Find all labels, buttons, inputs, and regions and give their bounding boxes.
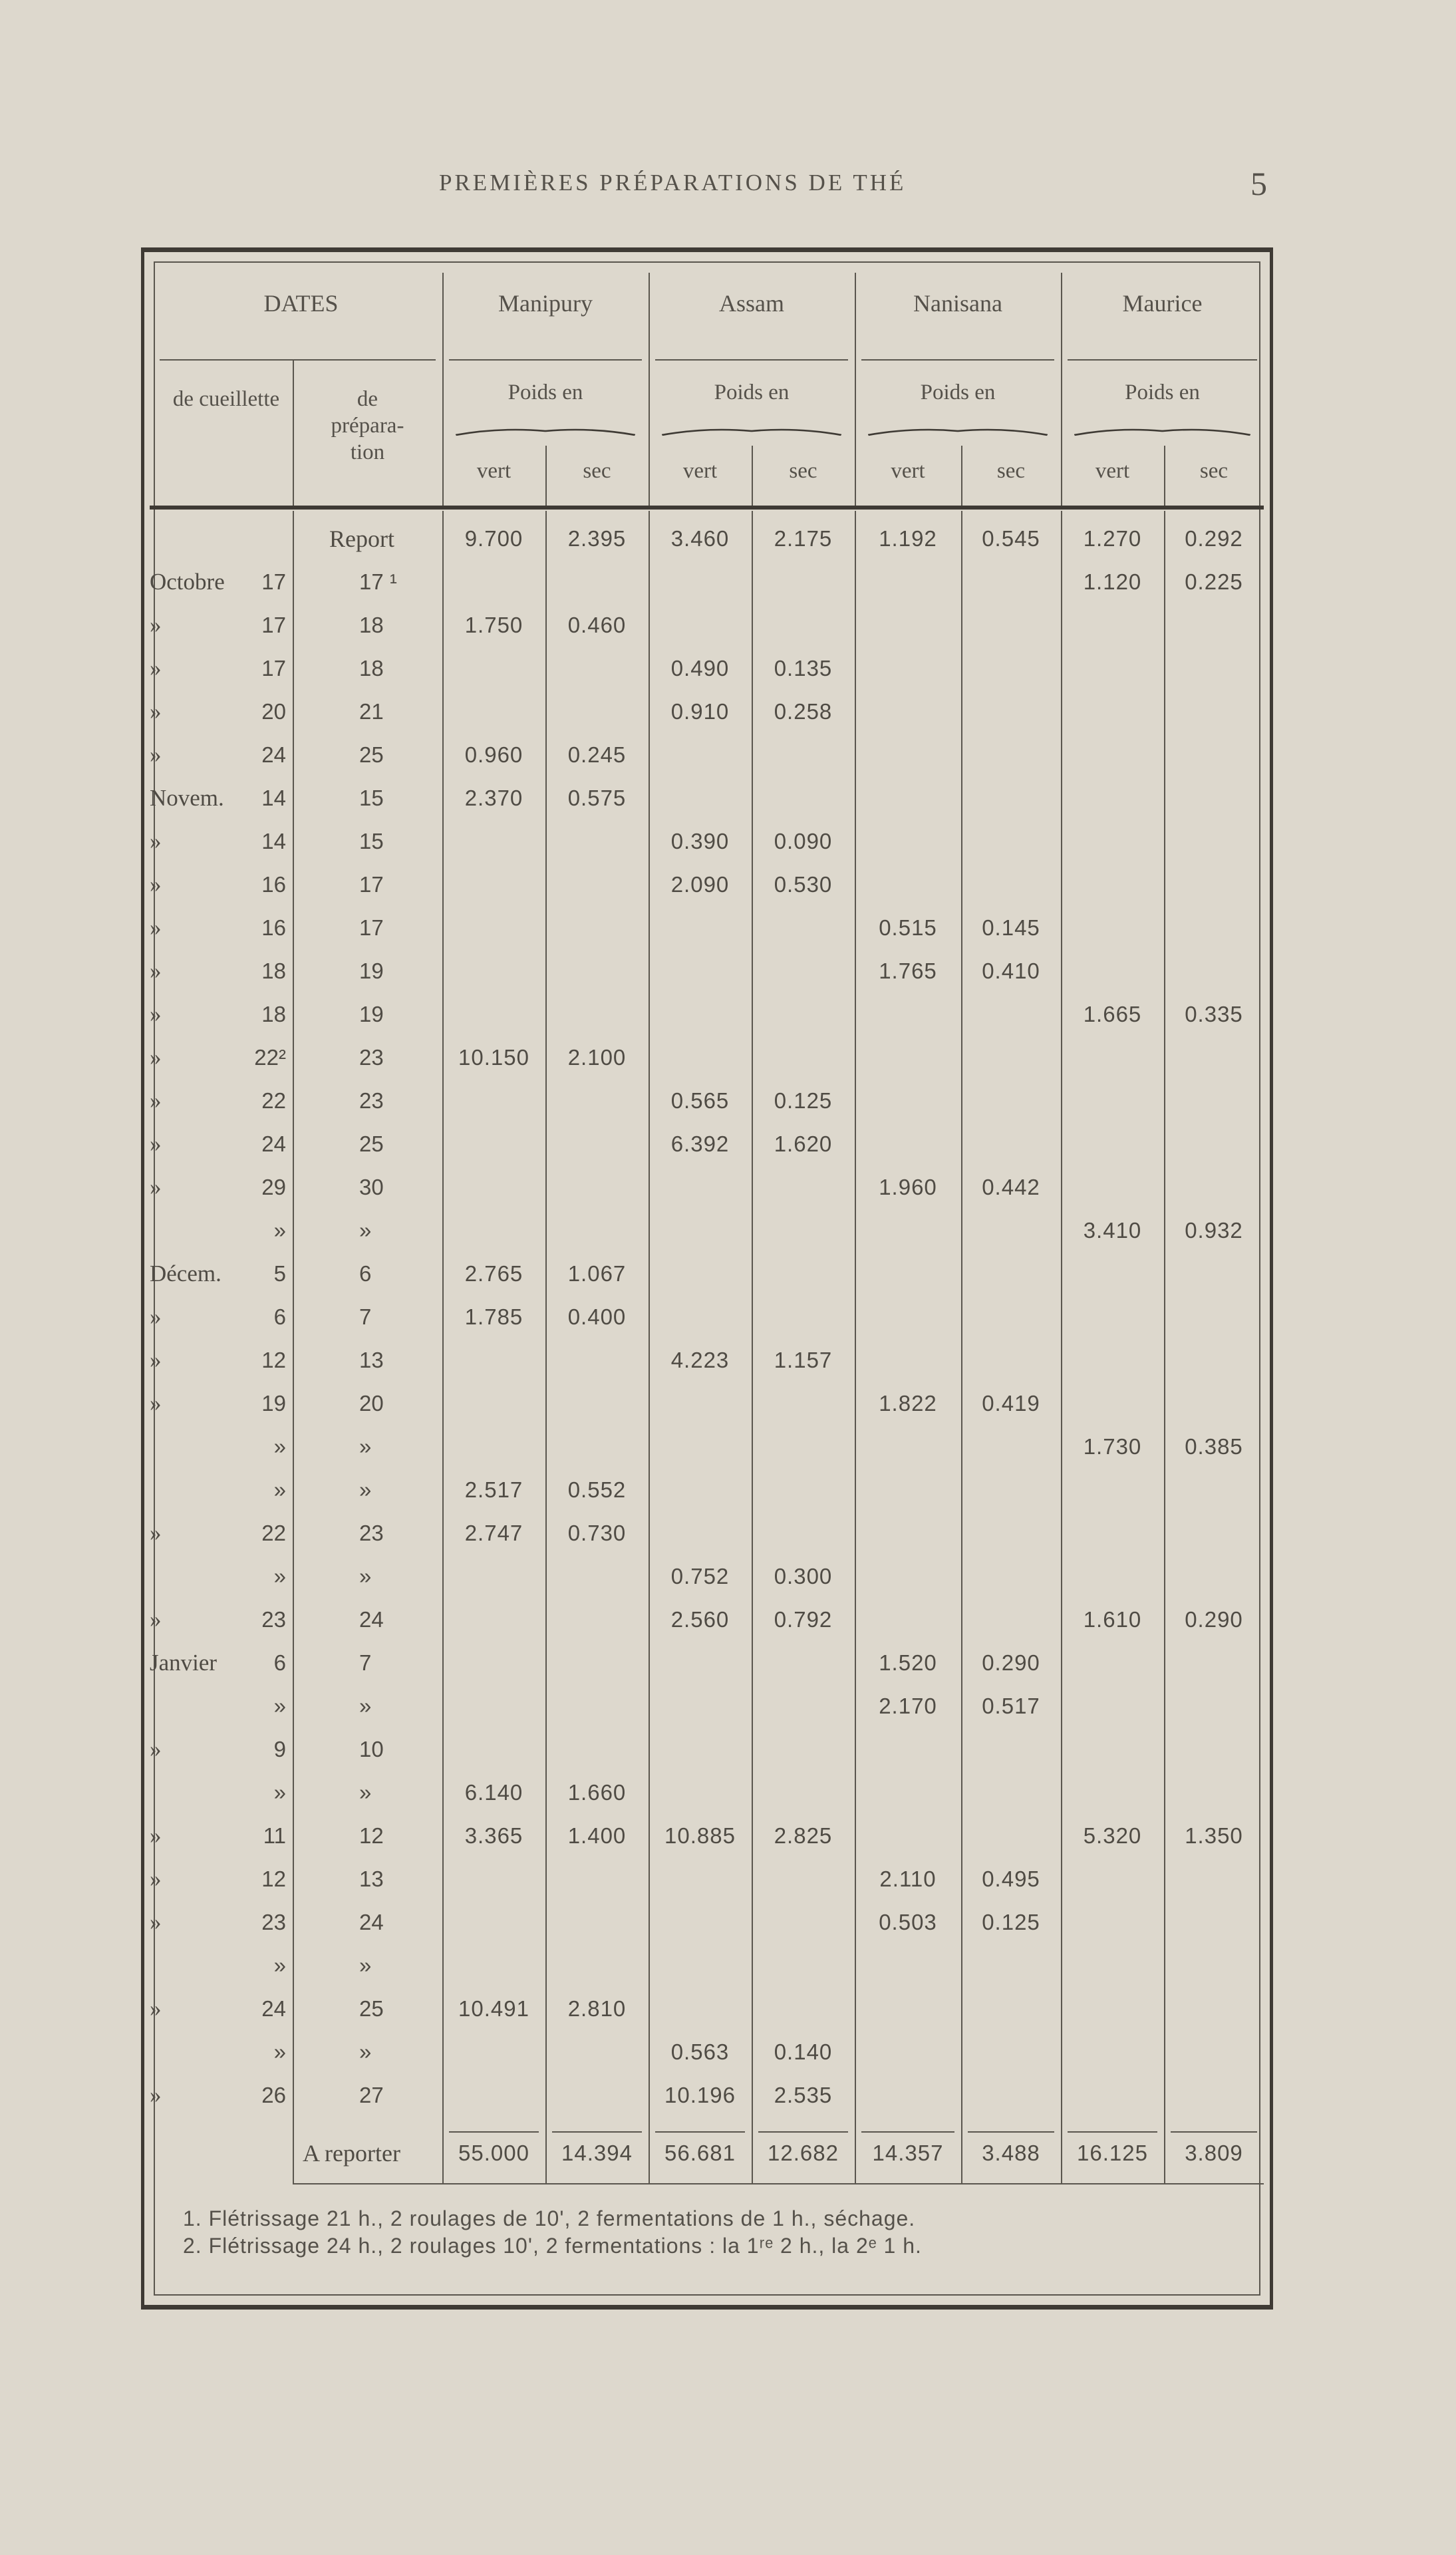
- header-vert: vert: [1095, 459, 1130, 483]
- column-rule: [293, 359, 294, 506]
- row-value: 0.730: [567, 1521, 627, 1545]
- column-rule: [1061, 511, 1062, 2183]
- row-value: 0.258: [774, 699, 833, 724]
- row-day: 14: [261, 829, 286, 853]
- header-separator: [449, 359, 642, 361]
- row-month: Novem.: [150, 785, 224, 811]
- row-day: 17: [261, 656, 286, 680]
- column-rule: [855, 273, 856, 506]
- row-value: 0.400: [567, 1304, 627, 1329]
- header-poids-en: Poids en: [1125, 380, 1200, 404]
- header-separator: [1068, 359, 1257, 361]
- row-month: »: [150, 1001, 162, 1027]
- row-day: »: [273, 1434, 286, 1459]
- row-prep: 15: [359, 829, 384, 853]
- totals-label: A reporter: [303, 2140, 400, 2167]
- row-day: »: [273, 1694, 286, 1718]
- row-value: 1.350: [1185, 1823, 1243, 1848]
- row-value: 1.400: [567, 1823, 627, 1848]
- row-value: 0.517: [982, 1694, 1040, 1718]
- row-prep: 30: [359, 1175, 384, 1199]
- row-value: 0.245: [567, 742, 627, 767]
- column-rule: [649, 273, 650, 506]
- row-value: 1.730: [1083, 1434, 1142, 1459]
- report-value: 0.545: [982, 526, 1040, 551]
- row-value: 0.300: [774, 1564, 833, 1588]
- row-day: 17: [261, 613, 286, 637]
- row-day: 6: [273, 1304, 286, 1329]
- totals-value: 56.681: [664, 2141, 736, 2165]
- row-day: 9: [273, 1737, 286, 1761]
- row-day: 18: [261, 959, 286, 983]
- header-sec: sec: [1199, 459, 1229, 483]
- row-value: 0.752: [670, 1564, 730, 1588]
- row-prep: 15: [359, 786, 384, 810]
- report-value: 2.395: [567, 526, 627, 551]
- row-month: »: [150, 698, 162, 724]
- row-value: 0.335: [1185, 1002, 1243, 1026]
- row-prep: 17 ¹: [359, 569, 397, 594]
- row-day: 12: [261, 1348, 286, 1372]
- row-value: 0.390: [670, 829, 730, 853]
- row-day: 5: [273, 1261, 286, 1286]
- row-value: 3.410: [1083, 1218, 1142, 1243]
- header-cueillette: de cueillette: [172, 387, 280, 411]
- row-day: »: [273, 2039, 286, 2064]
- totals-value: 12.682: [768, 2141, 839, 2165]
- row-value: 10.196: [664, 2083, 736, 2107]
- row-value: 2.170: [879, 1694, 937, 1718]
- row-value: 1.120: [1083, 569, 1142, 594]
- column-rule: [442, 273, 444, 506]
- running-title: PREMIÈRES PRÉPARATIONS DE THÉ: [439, 170, 907, 196]
- totals-rule: [655, 2131, 745, 2133]
- row-day: 29: [261, 1175, 286, 1199]
- row-prep: 13: [359, 1348, 384, 1372]
- row-prep: »: [359, 2039, 372, 2064]
- row-day: 6: [273, 1650, 286, 1675]
- row-month: »: [150, 1736, 162, 1762]
- row-value: 1.660: [567, 1780, 627, 1805]
- row-prep: »: [359, 1780, 372, 1805]
- row-value: 1.520: [879, 1650, 937, 1675]
- row-day: 26: [261, 2083, 286, 2107]
- row-value: 10.885: [664, 1823, 736, 1848]
- row-prep: 19: [359, 1002, 384, 1026]
- row-month: »: [150, 915, 162, 941]
- row-prep: 23: [359, 1521, 384, 1545]
- totals-rule: [758, 2131, 848, 2133]
- row-value: 0.225: [1185, 569, 1243, 594]
- header-sec: sec: [996, 459, 1026, 483]
- row-prep: 13: [359, 1867, 384, 1891]
- totals-value: 16.125: [1077, 2141, 1148, 2165]
- page-number: 5: [1250, 165, 1267, 202]
- row-month: »: [150, 1174, 162, 1200]
- row-month: »: [150, 1088, 162, 1114]
- totals-rule: [968, 2131, 1054, 2133]
- row-value: 1.785: [464, 1304, 523, 1329]
- row-value: 0.090: [774, 829, 833, 853]
- row-day: 23: [261, 1910, 286, 1934]
- header-vert: vert: [476, 459, 511, 483]
- row-day: 16: [261, 872, 286, 897]
- row-value: 1.610: [1083, 1607, 1142, 1632]
- row-prep: 6: [359, 1261, 372, 1286]
- row-value: 1.750: [464, 613, 523, 637]
- header-brace: [1074, 426, 1250, 436]
- header-brace: [662, 426, 841, 436]
- totals-rule: [1068, 2131, 1157, 2133]
- row-day: 22: [261, 1521, 286, 1545]
- row-month: »: [150, 1347, 162, 1373]
- row-value: 0.565: [670, 1088, 730, 1113]
- row-month: »: [150, 612, 162, 638]
- row-prep: 21: [359, 699, 384, 724]
- row-prep: »: [359, 1477, 372, 1502]
- row-month: »: [150, 1390, 162, 1416]
- row-month: »: [150, 1606, 162, 1632]
- row-value: 6.140: [464, 1780, 523, 1805]
- row-value: 0.290: [982, 1650, 1040, 1675]
- row-month: »: [150, 1823, 162, 1849]
- row-value: 2.517: [464, 1477, 523, 1502]
- row-value: 10.150: [458, 1045, 529, 1070]
- header-separator: [655, 359, 848, 361]
- row-value: 0.503: [879, 1910, 937, 1934]
- header-separator: [861, 359, 1054, 361]
- row-value: 2.810: [567, 1996, 627, 2021]
- row-day: 24: [261, 1996, 286, 2021]
- totals-value: 55.000: [458, 2141, 529, 2165]
- row-value: 2.535: [774, 2083, 833, 2107]
- page-header: [0, 165, 1456, 210]
- row-day: 24: [261, 742, 286, 767]
- row-month: »: [150, 1520, 162, 1546]
- header-vert: vert: [891, 459, 925, 483]
- row-prep: 25: [359, 1131, 384, 1156]
- row-day: 19: [261, 1391, 286, 1416]
- header-group-manipury: Manipury: [498, 290, 593, 317]
- row-value: 2.560: [670, 1607, 730, 1632]
- row-value: 0.125: [982, 1910, 1040, 1934]
- row-value: 10.491: [458, 1996, 529, 2021]
- header-brace: [456, 426, 635, 436]
- row-value: 5.320: [1083, 1823, 1142, 1848]
- header-preparation: de prépara-tion: [331, 387, 404, 464]
- row-prep: 25: [359, 1996, 384, 2021]
- report-value: 1.270: [1083, 526, 1142, 551]
- totals-rule: [861, 2131, 954, 2133]
- row-prep: 17: [359, 872, 384, 897]
- row-month: »: [150, 1909, 162, 1935]
- column-rule: [545, 446, 547, 506]
- header-poids-en: Poids en: [508, 380, 583, 404]
- row-value: 2.090: [670, 872, 730, 897]
- report-value: 3.460: [670, 526, 730, 551]
- report-value: 9.700: [464, 526, 523, 551]
- totals-value: 14.394: [561, 2141, 633, 2165]
- row-day: 22: [261, 1088, 286, 1113]
- header-sec: sec: [583, 459, 611, 483]
- row-month: »: [150, 655, 162, 681]
- row-prep: 27: [359, 2083, 384, 2107]
- report-label: Report: [329, 526, 394, 552]
- row-prep: 12: [359, 1823, 384, 1848]
- row-day: 22²: [254, 1045, 286, 1070]
- header-group-assam: Assam: [719, 290, 784, 317]
- row-value: 0.515: [879, 915, 937, 940]
- row-value: 0.460: [567, 613, 627, 637]
- row-prep: 25: [359, 742, 384, 767]
- row-value: 0.410: [982, 959, 1040, 983]
- row-value: 1.620: [774, 1131, 833, 1156]
- row-value: 0.125: [774, 1088, 833, 1113]
- row-value: 2.765: [464, 1261, 523, 1286]
- row-month: Octobre: [150, 569, 225, 595]
- row-prep: »: [359, 1218, 372, 1243]
- row-value: 3.365: [464, 1823, 523, 1848]
- row-day: »: [273, 1780, 286, 1805]
- row-value: 0.792: [774, 1607, 833, 1632]
- footnotes: [183, 2205, 922, 2260]
- report-value: 0.292: [1185, 526, 1243, 551]
- row-value: 2.100: [567, 1045, 627, 1070]
- row-value: 0.960: [464, 742, 523, 767]
- row-value: 0.910: [670, 699, 730, 724]
- row-day: 23: [261, 1607, 286, 1632]
- report-value: 2.175: [774, 526, 833, 551]
- row-value: 2.825: [774, 1823, 833, 1848]
- row-prep: 20: [359, 1391, 384, 1416]
- row-day: 14: [261, 786, 286, 810]
- row-prep: 19: [359, 959, 384, 983]
- footnote-2: 2. Flétrissage 24 h., 2 roulages 10', 2 fermentations : la 1ʳᵉ 2 h., la 2ᵉ 1 h.: [183, 2234, 922, 2258]
- column-rule: [961, 446, 962, 506]
- row-value: 0.419: [982, 1391, 1040, 1416]
- row-value: 1.765: [879, 959, 937, 983]
- row-day: »: [273, 1564, 286, 1588]
- row-day: 20: [261, 699, 286, 724]
- row-month: »: [150, 1131, 162, 1157]
- row-value: 0.495: [982, 1867, 1040, 1891]
- row-value: 0.932: [1185, 1218, 1243, 1243]
- header-bottom-rule: [150, 506, 1264, 510]
- row-value: 0.530: [774, 872, 833, 897]
- row-month: »: [150, 1996, 162, 2022]
- row-value: 2.747: [464, 1521, 523, 1545]
- row-value: 1.067: [567, 1261, 627, 1286]
- header-poids-en: Poids en: [714, 380, 790, 404]
- row-month: »: [150, 1304, 162, 1330]
- totals-rule: [1171, 2131, 1257, 2133]
- row-prep: »: [359, 1564, 372, 1588]
- row-day: »: [273, 1218, 286, 1243]
- row-day: 11: [263, 1823, 286, 1848]
- row-value: 0.135: [774, 656, 833, 680]
- row-prep: 24: [359, 1607, 384, 1632]
- row-value: 0.385: [1185, 1434, 1243, 1459]
- row-value: 6.392: [670, 1131, 730, 1156]
- row-value: 0.575: [567, 786, 627, 810]
- row-month: »: [150, 828, 162, 854]
- header-group-nanisana: Nanisana: [913, 290, 1002, 317]
- table-frame: [141, 247, 1273, 2310]
- row-prep: »: [359, 1694, 372, 1718]
- row-value: 1.157: [774, 1348, 833, 1372]
- row-prep: »: [359, 1434, 372, 1459]
- header-vert: vert: [682, 459, 718, 483]
- column-rule: [1061, 273, 1062, 506]
- row-value: 4.223: [670, 1348, 730, 1372]
- row-value: 2.370: [464, 786, 523, 810]
- header-brace: [868, 426, 1048, 436]
- column-rule: [752, 446, 753, 506]
- header-poids-en: Poids en: [920, 380, 996, 404]
- row-prep: 23: [359, 1045, 384, 1070]
- column-rule: [1164, 446, 1165, 506]
- row-value: 1.822: [879, 1391, 937, 1416]
- row-prep: »: [359, 1953, 372, 1978]
- row-prep: 18: [359, 613, 384, 637]
- row-day: 12: [261, 1867, 286, 1891]
- row-prep: 18: [359, 656, 384, 680]
- header-dates: DATES: [263, 290, 339, 317]
- row-month: »: [150, 1866, 162, 1892]
- row-prep: 17: [359, 915, 384, 940]
- row-month: »: [150, 742, 162, 768]
- column-rule: [293, 511, 294, 2183]
- row-value: 0.563: [670, 2039, 730, 2064]
- row-day: 17: [261, 569, 286, 594]
- totals-value: 14.357: [872, 2141, 944, 2165]
- row-value: 2.110: [879, 1867, 937, 1891]
- row-prep: 7: [359, 1304, 372, 1329]
- row-value: 1.960: [879, 1175, 937, 1199]
- totals-bottom-rule: [293, 2183, 1264, 2184]
- totals-value: 3.809: [1185, 2141, 1243, 2165]
- row-month: Décem.: [150, 1261, 221, 1286]
- row-month: Janvier: [150, 1650, 218, 1676]
- row-value: 0.552: [567, 1477, 627, 1502]
- row-day: 16: [261, 915, 286, 940]
- row-day: 18: [261, 1002, 286, 1026]
- column-rule: [1164, 511, 1165, 2183]
- row-prep: 23: [359, 1088, 384, 1113]
- row-day: »: [273, 1953, 286, 1978]
- totals-rule: [552, 2131, 642, 2133]
- row-month: »: [150, 2082, 162, 2108]
- row-day: 24: [261, 1131, 286, 1156]
- header-sec: sec: [789, 459, 817, 483]
- report-value: 1.192: [879, 526, 937, 551]
- row-value: 1.665: [1083, 1002, 1142, 1026]
- row-value: 0.290: [1185, 1607, 1243, 1632]
- totals-value: 3.488: [982, 2141, 1040, 2165]
- row-value: 0.442: [982, 1175, 1040, 1199]
- row-month: »: [150, 958, 162, 984]
- row-prep: 24: [359, 1910, 384, 1934]
- header-group-maurice: Maurice: [1122, 290, 1203, 317]
- row-value: 0.490: [670, 656, 730, 680]
- header-separator: [160, 359, 436, 361]
- footnote-1: 1. Flétrissage 21 h., 2 roulages de 10', 2 fermentations de 1 h., séchage.: [183, 2206, 916, 2230]
- row-prep: 10: [359, 1737, 384, 1761]
- row-value: 0.140: [774, 2039, 833, 2064]
- row-month: »: [150, 1044, 162, 1070]
- row-prep: 7: [359, 1650, 372, 1675]
- row-value: 0.145: [982, 915, 1040, 940]
- totals-rule: [449, 2131, 539, 2133]
- row-day: »: [273, 1477, 286, 1502]
- row-month: »: [150, 871, 162, 897]
